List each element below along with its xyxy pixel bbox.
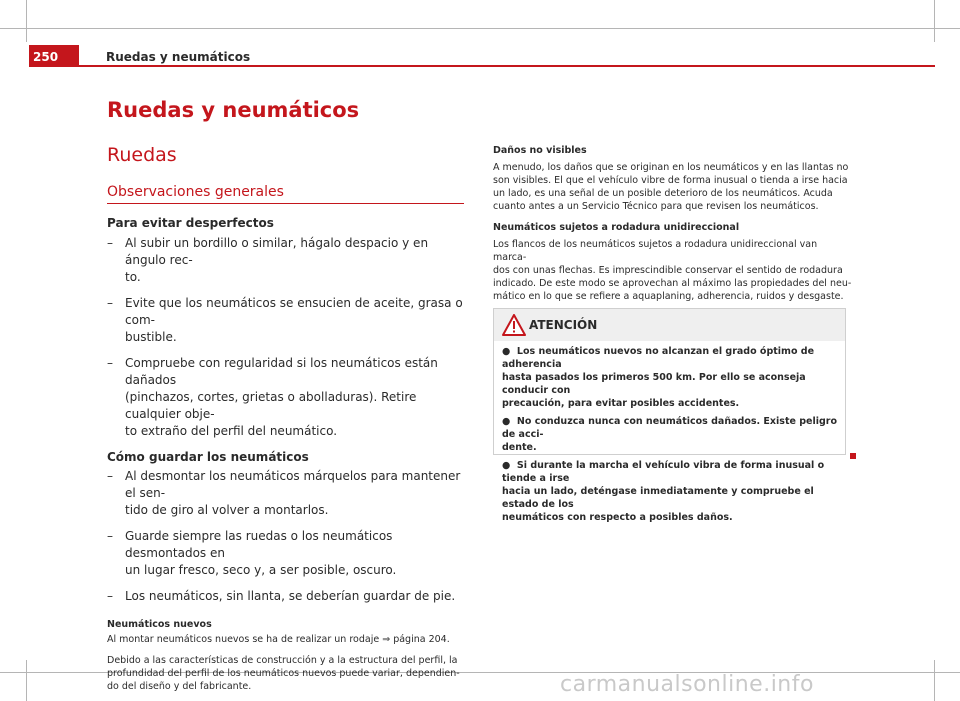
warning-box	[493, 308, 846, 523]
right-column	[493, 144, 853, 303]
watermark: carmanualsonline.info	[560, 672, 814, 697]
dash-bullet: –	[107, 296, 113, 310]
note-heading: Daños no visibles	[493, 145, 587, 156]
list-item: – Evite que los neumáticos se ensucien de aceite, grasa o com- bustible.	[107, 296, 463, 344]
warning-triangle-icon	[502, 314, 526, 336]
left-column	[107, 215, 467, 693]
section-heading: Cómo guardar los neumáticos	[107, 450, 309, 464]
section-title: Ruedas	[107, 144, 177, 166]
dash-bullet: –	[107, 356, 113, 370]
note-paragraph: A menudo, los daños que se originan en los neumáticos y en las llantas no son visibles. El que el vehículo vibre de forma inusual o tienda a irse hacia un lado, es una señal de un posible deterioro de los neumáticos. Acuda cuanto antes a un Servicio Técnico para que revisen los neumáticos.	[493, 162, 849, 212]
section-end-marker	[850, 453, 856, 459]
dash-bullet: –	[107, 529, 113, 543]
running-header: Ruedas y neumáticos	[106, 50, 251, 64]
page-number: 250	[33, 50, 59, 64]
bullet-icon: ●	[502, 460, 511, 471]
crop-mark	[0, 28, 960, 29]
warning-item: ● Los neumáticos nuevos no alcanzan el grado óptimo de adherencia hasta pasados los primeros 500 km. Por ello se aconseja conducir con precaución, para evitar posibles accidentes.	[502, 346, 815, 409]
dash-bullet: –	[107, 469, 113, 483]
warning-header	[494, 309, 845, 341]
list-item: – Al subir un bordillo o similar, hágalo despacio y en ángulo rec- to.	[107, 236, 429, 284]
warning-label: ATENCIÓN	[529, 318, 598, 332]
list-item: – Compruebe con regularidad si los neumáticos están dañados (pinchazos, cortes, grietas o abolladuras). Retire cualquier obje- to extraño del perfil del neumático.	[107, 356, 438, 438]
crop-mark	[934, 660, 935, 701]
bullet-icon: ●	[502, 416, 511, 427]
list-item: – Guarde siempre las ruedas o los neumáticos desmontados en un lugar fresco, seco y, a ser posible, oscuro.	[107, 529, 397, 577]
dash-bullet: –	[107, 236, 113, 250]
dash-bullet: –	[107, 589, 113, 603]
list-item: – Los neumáticos, sin llanta, se deberían guardar de pie.	[107, 589, 456, 603]
warning-body	[502, 345, 840, 529]
subsection-rule	[107, 203, 464, 204]
list-item: – Al desmontar los neumáticos márquelos para mantener el sen- tido de giro al volver a montarlos.	[107, 469, 461, 517]
warning-item: ● No conduzca nunca con neumáticos dañados. Existe peligro de acci- dente.	[502, 416, 838, 453]
note-heading: Neumáticos nuevos	[107, 619, 212, 630]
crop-mark	[26, 660, 27, 701]
warning-item: ● Si durante la marcha el vehículo vibra de forma inusual o tiende a irse hacia un lado, deténgase inmediatamente y compruebe el estado de los neumáticos con respecto a posibles daños.	[502, 460, 825, 523]
note-paragraph: Debido a las características de construcción y a la estructura del perfil, la profundidad del perfil de los neumáticos nuevos puede variar, dependien- do del diseño y del fabricante.	[107, 655, 460, 692]
note-heading: Neumáticos sujetos a rodadura unidireccional	[493, 222, 740, 233]
section-heading: Para evitar desperfectos	[107, 216, 274, 230]
subsection-title: Observaciones generales	[107, 184, 284, 200]
crop-mark	[26, 0, 27, 42]
crop-mark	[934, 0, 935, 42]
bullet-icon: ●	[502, 346, 511, 357]
chapter-title: Ruedas y neumáticos	[107, 98, 360, 122]
header-rule	[79, 65, 935, 67]
note-paragraph: Los flancos de los neumáticos sujetos a rodadura unidireccional van marca- dos con unas flechas. Es imprescindible conservar el sentido de rodadura indicado. De este modo se aprovechan al máximo las propiedades del neu- mático en lo que se refiere a aquaplaning, adherencia, ruidos y desgaste.	[493, 239, 852, 302]
note-paragraph: Al montar neumáticos nuevos se ha de realizar un rodaje ⇒ página 204.	[107, 634, 450, 645]
